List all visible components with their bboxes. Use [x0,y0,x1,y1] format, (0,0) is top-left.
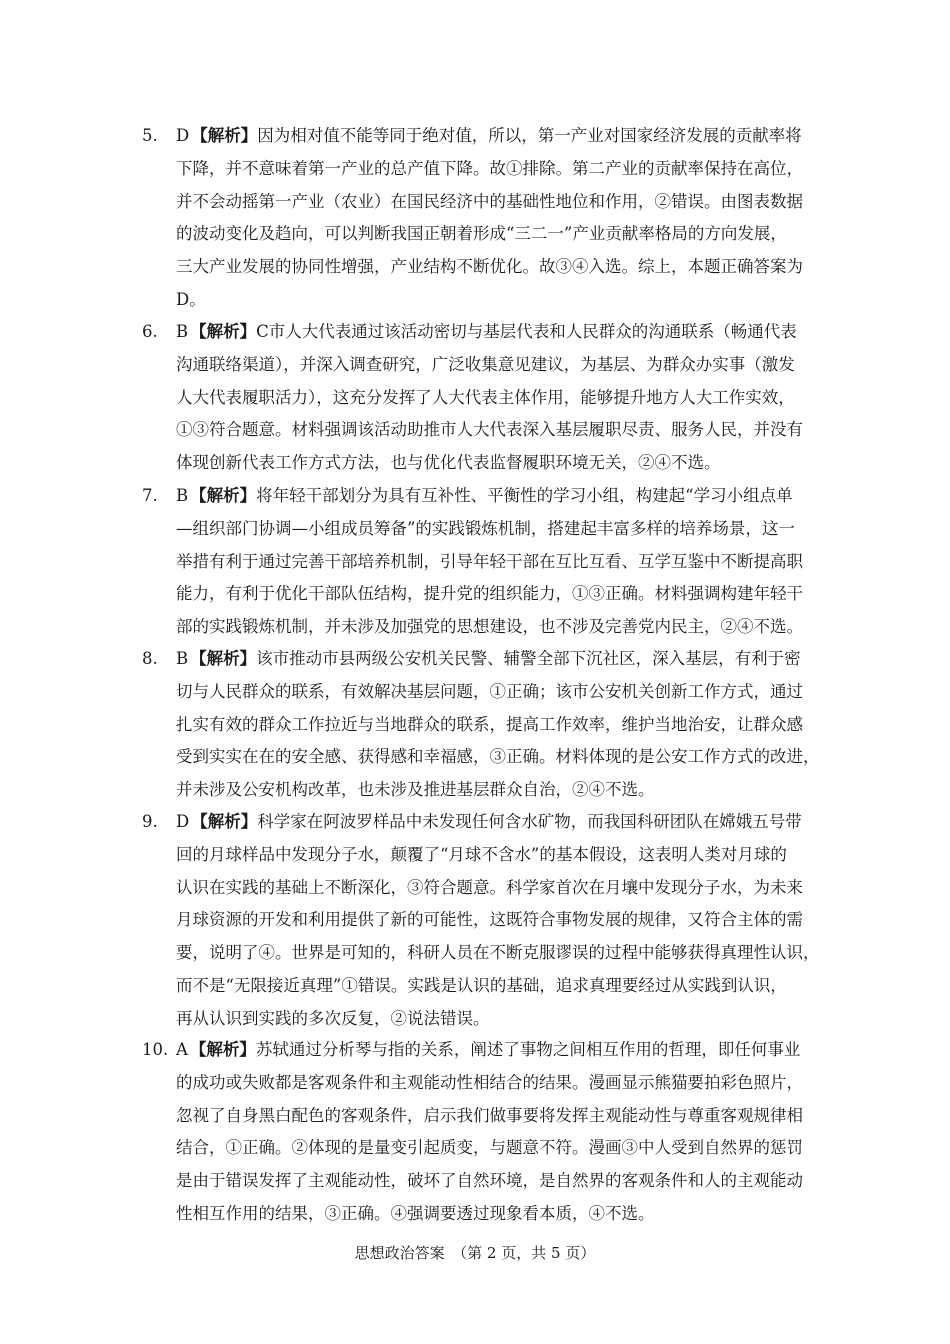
explanation-line [142,382,812,415]
answer-letter: D [176,126,190,145]
explanation-line [142,709,812,742]
explanation-text: 能力，有利于优化干部队伍结构，提升党的组织能力，①③正确。材料强调构建年轻干 [176,584,803,604]
explanation-text: 并未涉及公安机构改革，也未涉及推进基层群众自治，②④不选。 [176,780,655,800]
explanation-line [142,1034,812,1067]
explanation-line [142,970,812,1003]
explanation-text: 体现创新代表工作方式方法，也与优化代表监督履职环境无关，②④不选。 [176,453,721,473]
explanation-text: C市人大代表通过该活动密切与基层代表和人民群众的沟通联系（畅通代表 [256,322,797,341]
question-number: 10. [142,1040,169,1059]
explanation-line [142,284,812,317]
explanation-line [142,839,812,872]
explanation-text: 人大代表履职活力），这充分发挥了人大代表主体作用，能够提升地方人大工作实效， [176,387,795,407]
explanation-text: 因为相对值不能等同于绝对值，所以，第一产业对国家经济发展的贡献率将 [257,126,802,145]
analysis-tag: 【解析】 [190,486,257,505]
answer-letter: B [176,322,189,341]
explanation-text: 该市推动市县两级公安机关民警、辅警全部下沉社区，深入基层，有利于密 [256,649,801,668]
question-number: 6. [142,322,158,341]
explanation-line [142,1003,812,1036]
explanation-text: 并不会动摇第一产业（农业）在国民经济中的基础性地位和作用，②错误。由图表数据 [176,191,803,211]
explanation-line [142,904,812,937]
explanation-text: 苏轼通过分析琴与指的关系，阐述了事物之间相互作用的哲理，即任何事业 [255,1040,801,1059]
explanation-text: ①③符合题意。材料强调该活动助推市人大代表深入基层履职尽责、服务人民，并没有 [176,420,803,440]
explanation-text: 认识在实践的基础上不断深化，③符合题意。科学家首次在月壤中发现分子水，为未来 [176,877,803,897]
explanation-line [142,414,812,447]
explanation-text: 的波动变化及趋向，可以判断我国正朝着形成“三二一”产业贡献率格局的方向发展， [176,224,787,244]
explanation-line [142,643,812,676]
answer-item-9 [142,806,820,1036]
explanation-text: 下降，并不意味着第一产业的总产值下降。故①排除。第二产业的贡献率保持在高位， [176,158,803,178]
explanation-line [142,611,812,644]
question-number: 7. [142,486,158,505]
explanation-line [142,1165,812,1198]
explanation-line [142,872,812,905]
analysis-tag: 【解析】 [190,649,257,668]
analysis-tag: 【解析】 [191,812,258,831]
explanation-text: 回的月球样品中发现分子水，颠覆了“月球不含水”的基本假设，这表明人类对月球的 [176,844,787,864]
explanation-text: 科学家在阿波罗样品中未发现任何含水矿物，而我国科研团队在嫦娥五号带 [257,812,802,831]
explanation-text: 扎实有效的群众工作拉近与当地群众的联系，提高工作效率，维护当地治安，让群众感 [176,714,803,734]
explanation-line [142,316,812,349]
explanation-text: 切与人民群众的联系，有效解决基层问题，①正确；该市公安机关创新工作方式，通过 [176,681,803,701]
question-number: 8. [142,649,158,668]
answer-item-7 [142,480,812,644]
explanation-text: D。 [176,289,206,309]
answer-letter: A [176,1040,188,1059]
answer-letter: B [176,486,189,505]
page-footer: 思想政治答案 （第 2 页，共 5 页） [354,1244,596,1262]
explanation-line [142,218,812,251]
explanation-text: 将年轻干部划分为具有互补性、平衡性的学习小组，构建起“学习小组点单 [256,486,793,505]
explanation-text: 三大产业发展的协同性增强，产业结构不断优化。故③④入选。综上，本题正确答案为 [176,257,803,277]
explanation-text: 受到实实在在的安全感、获得感和幸福感，③正确。材料体现的是公安工作方式的改进， [176,747,820,767]
analysis-tag: 【解析】 [191,126,258,145]
explanation-line [142,741,820,774]
explanation-line [142,676,812,709]
question-number: 5. [142,126,158,145]
explanation-text: 性相互作用的结果，③正确。④强调要透过现象看本质，④不选。 [176,1203,655,1223]
explanation-line [142,806,812,839]
explanation-line [142,513,812,546]
explanation-text: 结合，①正确。②体现的是量变引起质变，与题意不符。漫画③中人受到自然界的惩罚 [176,1138,803,1158]
explanation-line [142,1067,812,1100]
explanation-text: 月球资源的开发和利用提供了新的可能性，这既符合事物发展的规律，又符合主体的需 [176,910,803,930]
explanation-line [142,546,812,579]
explanation-text: —组织部门协调—小组成员筹备”的实践锻炼机制，搭建起丰富多样的培养场景，这一 [176,518,795,538]
explanation-line [142,153,812,186]
explanation-line [142,1100,812,1133]
question-number: 9. [142,812,158,831]
explanation-text: 沟通联络渠道），并深入调查研究，广泛收集意见建议，为基层、为群众办实事（激发 [176,354,795,374]
answer-item-8 [142,643,820,807]
explanation-text: 要，说明了④。世界是可知的，科研人员在不断克服谬误的过程中能够获得真理性认识， [176,943,820,963]
explanation-line [142,120,812,153]
explanation-text: 的成功或失败都是客观条件和主观能动性相结合的结果。漫画显示熊猫要拍彩色照片， [176,1072,803,1092]
explanation-line [142,1198,812,1231]
explanation-line [142,480,812,513]
explanation-text: 再从认识到实践的多次反复，②说法错误。 [176,1008,490,1028]
explanation-text: 举措有利于通过完善干部培养机制，引导年轻干部在互比互看、互学互鉴中不断提高职 [176,551,803,571]
explanation-line [142,1132,812,1165]
explanation-text: 部的实践锻炼机制，并未涉及加强党的思想建设，也不涉及完善党内民主，②④不选。 [176,617,803,637]
explanation-text: 是由于错误发挥了主观能动性，破坏了自然环境，是自然界的客观条件和人的主观能动 [176,1171,803,1191]
answer-item-10 [142,1034,812,1231]
explanation-line [142,447,812,480]
explanation-line [142,774,812,807]
explanation-line [142,349,812,382]
answer-item-6 [142,316,812,480]
analysis-tag: 【解析】 [190,322,257,341]
explanation-line [142,578,812,611]
explanation-text: 忽视了自身黑白配色的客观条件，启示我们做事要将发挥主观能动性与尊重客观规律相 [176,1105,803,1125]
explanation-line [142,186,812,219]
analysis-tag: 【解析】 [189,1040,256,1059]
answer-letter: B [176,649,189,668]
answer-letter: D [176,812,190,831]
explanation-text: 而不是“无限接近真理”①错误。实践是认识的基础，追求真理要经过从实践到认识， [176,975,787,995]
explanation-line [142,937,820,970]
explanation-line [142,251,812,284]
answer-item-5 [142,120,812,317]
